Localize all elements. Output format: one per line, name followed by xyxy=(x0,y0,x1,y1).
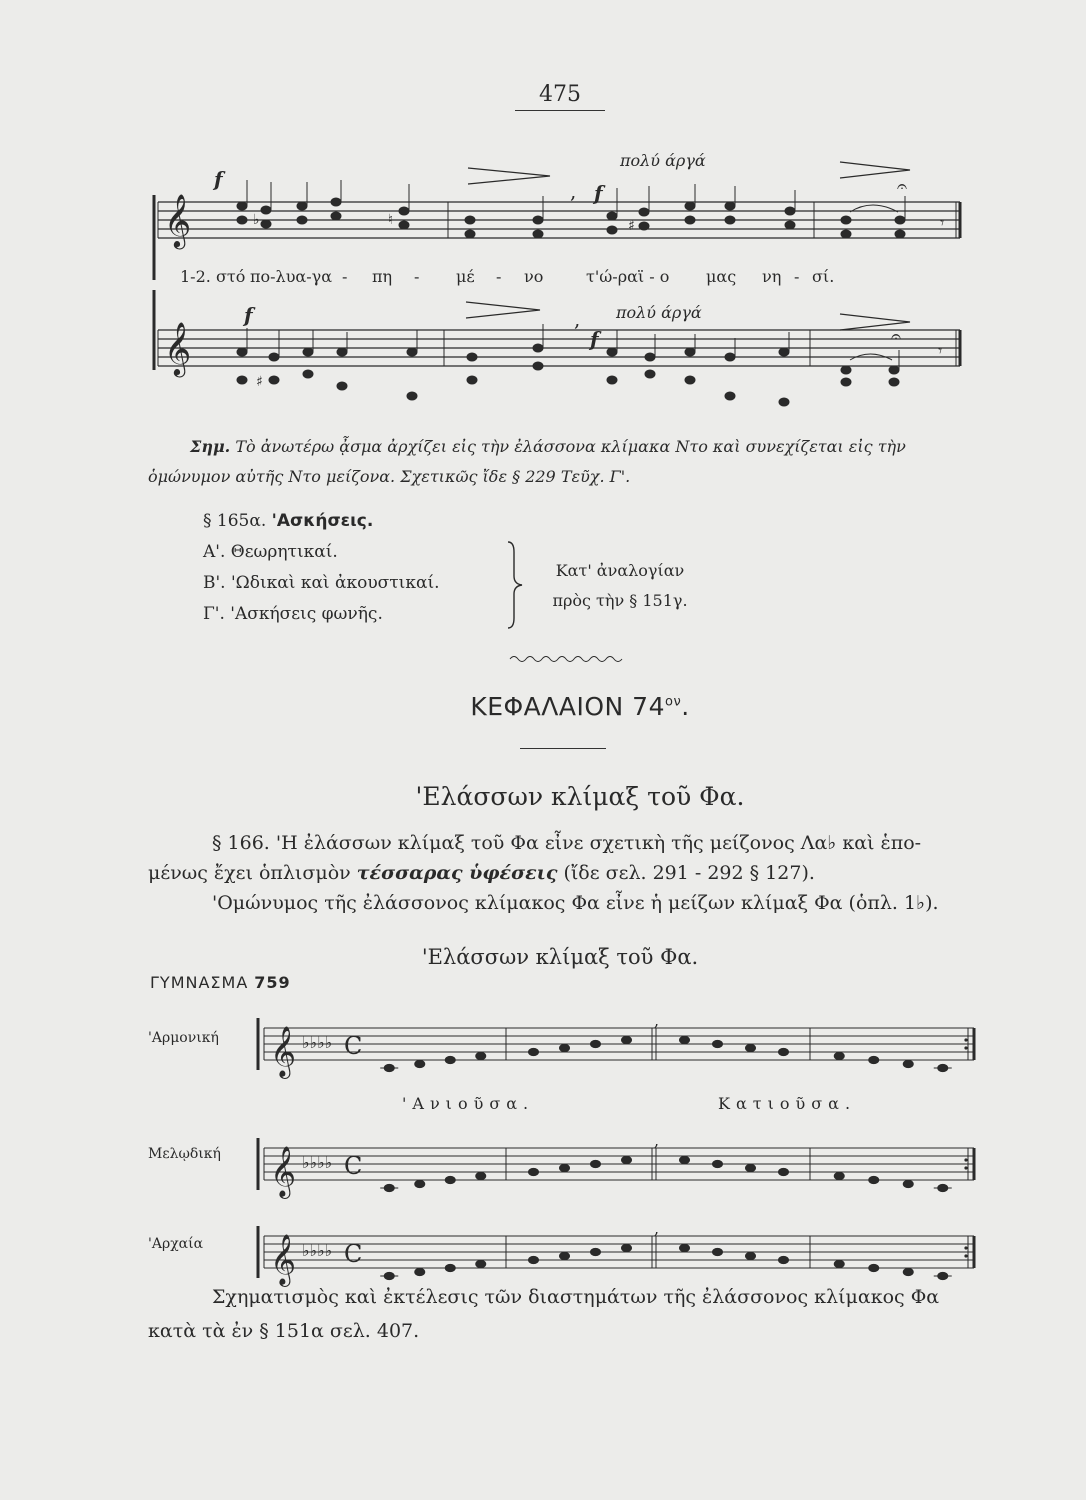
closing-line-2: κατὰ τὰ ἐν § 151α σελ. 407. xyxy=(148,1320,420,1342)
note-head xyxy=(680,1244,690,1251)
exercise-item: Γ'. 'Ασκήσεις φωνῆς. xyxy=(203,604,383,624)
svg-text:♯: ♯ xyxy=(628,218,635,234)
note-head xyxy=(622,1156,632,1163)
svg-text:f: f xyxy=(590,327,599,351)
svg-text:f: f xyxy=(594,181,603,205)
note-head xyxy=(476,1172,486,1179)
repeat-dot xyxy=(964,1038,967,1041)
breath-mark: , xyxy=(654,1219,660,1238)
staff-lines-1 xyxy=(158,202,960,238)
time-signature: C xyxy=(344,1240,363,1268)
note-head xyxy=(779,1048,789,1055)
svg-text:μέ: μέ xyxy=(456,267,475,286)
svg-text:νη: νη xyxy=(762,267,782,286)
svg-text:τ'ώ-ραϊ - ο: τ'ώ-ραϊ - ο xyxy=(586,267,670,286)
notes-system-2 xyxy=(237,324,902,406)
exercises-block xyxy=(203,506,440,630)
svg-text:-: - xyxy=(496,267,502,286)
note-head xyxy=(529,1168,539,1175)
brace-note-line-1: Κατ' ἀναλογίαν xyxy=(555,561,685,580)
time-signature: C xyxy=(344,1032,363,1060)
chapter-title-dot: . xyxy=(681,692,690,721)
note-head xyxy=(834,1052,844,1059)
svg-text:𝄐: 𝄐 xyxy=(891,326,902,347)
body-paragraph xyxy=(148,828,988,918)
dynamic-forte: f xyxy=(244,303,253,327)
paragraph-line-2 xyxy=(148,858,988,888)
note-head xyxy=(834,1172,844,1179)
svg-text:♭: ♭ xyxy=(253,212,260,228)
paragraph-line-2-end: (ἴδε σελ. 291 - 292 § 127). xyxy=(557,862,815,884)
note-head xyxy=(476,1260,486,1267)
svg-text:𝄾: 𝄾 xyxy=(938,341,943,360)
note-head xyxy=(903,1060,913,1067)
scale-staff xyxy=(256,1008,986,1088)
descending-label: Κατιοῦσα. xyxy=(718,1094,857,1113)
note-head xyxy=(746,1164,756,1171)
brace-note-line-2: πρὸς τὴν § 151γ. xyxy=(552,591,688,610)
scale-row-label: 'Αρχαία xyxy=(148,1236,204,1252)
svg-text:,: , xyxy=(570,179,577,203)
scales-heading: 'Ελάσσων κλίμαξ τοῦ Φα. xyxy=(421,945,699,969)
footnote-line-1: Τὸ ἀνωτέρω ᾆσμα ἀρχίζει εἰς τὴν ἐλάσσονα κλίμακα Ντο καὶ συνεχίζεται εἰς τὴν xyxy=(235,437,906,456)
closing-line-1: Σχηματισμὸς καὶ ἐκτέλεσις τῶν διαστημάτων τῆς ἐλάσσονος κλίμακος Φα xyxy=(212,1286,940,1308)
note-head xyxy=(529,1256,539,1263)
chapter-rule xyxy=(520,748,606,749)
svg-text:,: , xyxy=(574,307,581,331)
chapter-heading: 'Ελάσσων κλίμαξ τοῦ Φα. xyxy=(415,782,745,811)
time-signature: C xyxy=(344,1152,363,1180)
svg-text:μας: μας xyxy=(706,267,737,286)
svg-text:πη: πη xyxy=(372,267,393,286)
note-head xyxy=(903,1268,913,1275)
svg-text:𝄐: 𝄐 xyxy=(897,176,908,197)
scale-row-label: Μελῳδική xyxy=(148,1146,221,1162)
music-system-bottom xyxy=(150,290,980,430)
repeat-dot xyxy=(964,1254,967,1257)
svg-text:πο-λυα-γα: πο-λυα-γα xyxy=(250,267,332,286)
tempo-marking: πολύ άργά xyxy=(616,303,702,322)
svg-text:𝄾: 𝄾 xyxy=(940,213,945,232)
repeat-dot xyxy=(964,1166,967,1169)
key-signature: ♭♭♭♭ xyxy=(302,1153,333,1172)
treble-clef: 𝄞 xyxy=(270,1146,297,1197)
note-head xyxy=(591,1248,601,1255)
note-head xyxy=(713,1040,723,1047)
treble-clef: 𝄞 xyxy=(270,1026,297,1077)
chapter-title xyxy=(300,692,860,721)
paragraph-line-2-start: μένως ἔχει ὁπλισμὸν xyxy=(148,862,357,884)
footnote-line-2: ὁμώνυμον αὐτῆς Ντο μείζονα. Σχετικῶς ἴδε § 229 Τεῦχ. Γ'. xyxy=(148,467,631,486)
note-head xyxy=(779,1256,789,1263)
note-head xyxy=(869,1176,879,1183)
exercises-section: § 165α. xyxy=(203,511,267,531)
note-head xyxy=(591,1160,601,1167)
note-head xyxy=(445,1264,455,1271)
svg-text:-: - xyxy=(414,267,420,286)
page-number: 475 xyxy=(539,82,581,107)
lyrics-line xyxy=(180,267,834,286)
repeat-dot xyxy=(964,1158,967,1161)
note-head xyxy=(680,1036,690,1043)
note-head xyxy=(476,1052,486,1059)
exercise-item: Α'. Θεωρητικαί. xyxy=(203,542,338,562)
repeat-dot xyxy=(964,1046,967,1049)
note-head xyxy=(869,1056,879,1063)
note-head xyxy=(622,1036,632,1043)
note-head xyxy=(415,1180,425,1187)
ascending-label: 'Ανιοῦσα. xyxy=(402,1094,535,1113)
closing-paragraph xyxy=(148,1280,988,1348)
note-head xyxy=(445,1176,455,1183)
exercises-title: 'Ασκήσεις. xyxy=(271,511,374,531)
footnote xyxy=(148,432,990,492)
note-head xyxy=(903,1180,913,1187)
breath-mark: , xyxy=(654,1131,660,1150)
svg-text:σί.: σί. xyxy=(812,267,835,286)
note-head xyxy=(869,1264,879,1271)
svg-text:-: - xyxy=(342,267,348,286)
music-system-top xyxy=(150,140,980,290)
curly-brace xyxy=(502,540,526,630)
note-head xyxy=(713,1248,723,1255)
scale-row-label: 'Αρμονική xyxy=(148,1030,219,1046)
note-head xyxy=(529,1048,539,1055)
exercise-number: 759 xyxy=(254,973,291,992)
wavy-divider xyxy=(508,652,622,666)
scale-staff xyxy=(256,1128,986,1208)
paragraph-line-3: 'Ομώνυμος τῆς ἐλάσσονος κλίμακος Φα εἶνε ἡ μείζων κλίμαξ Φα (ὁπλ. 1♭). xyxy=(212,892,939,914)
key-signature: ♭♭♭♭ xyxy=(302,1241,333,1260)
tempo-marking: πολύ άργά xyxy=(620,151,706,170)
exercise-item: Β'. 'Ωδικαὶ καὶ ἀκουστικαί. xyxy=(203,573,440,593)
staff-lines-2 xyxy=(158,330,960,366)
svg-text:♮: ♮ xyxy=(388,212,394,228)
paragraph-line-1: § 166. 'Η ἐλάσσων κλίμαξ τοῦ Φα εἶνε σχετικὴ τῆς μείζονος Λα♭ καὶ ἑπο- xyxy=(212,832,922,854)
exercise-label xyxy=(150,973,291,992)
note-head xyxy=(746,1044,756,1051)
footnote-label: Σημ. xyxy=(190,437,231,456)
note-head xyxy=(560,1164,570,1171)
note-head xyxy=(560,1252,570,1259)
paragraph-emphasis: τέσσαρας ὑφέσεις xyxy=(356,862,558,884)
dynamic-forte: f xyxy=(214,167,223,191)
svg-text:-: - xyxy=(794,267,800,286)
treble-clef: 𝄞 xyxy=(164,193,192,247)
chapter-title-text: ΚΕΦΑΛΑΙΟΝ 74 xyxy=(470,692,665,721)
key-signature: ♭♭♭♭ xyxy=(302,1033,333,1052)
svg-text:♯: ♯ xyxy=(256,374,263,390)
note-head xyxy=(560,1044,570,1051)
chapter-title-suffix: ον xyxy=(665,694,682,710)
exercise-label-text: ΓΥΜΝΑΣΜΑ xyxy=(150,973,249,992)
note-head xyxy=(779,1168,789,1175)
breath-mark: , xyxy=(654,1011,660,1030)
page-number-rule xyxy=(515,110,605,111)
brace-note xyxy=(540,556,700,616)
treble-clef: 𝄞 xyxy=(270,1234,297,1285)
svg-text:1-2. στό: 1-2. στό xyxy=(180,267,246,286)
note-head xyxy=(415,1268,425,1275)
repeat-dot xyxy=(964,1246,967,1249)
note-head xyxy=(680,1156,690,1163)
note-head xyxy=(591,1040,601,1047)
svg-text:νο: νο xyxy=(524,267,544,286)
note-head xyxy=(834,1260,844,1267)
note-head xyxy=(622,1244,632,1251)
note-head xyxy=(415,1060,425,1067)
note-head xyxy=(445,1056,455,1063)
note-head xyxy=(746,1252,756,1259)
note-head xyxy=(713,1160,723,1167)
treble-clef: 𝄞 xyxy=(164,321,192,375)
